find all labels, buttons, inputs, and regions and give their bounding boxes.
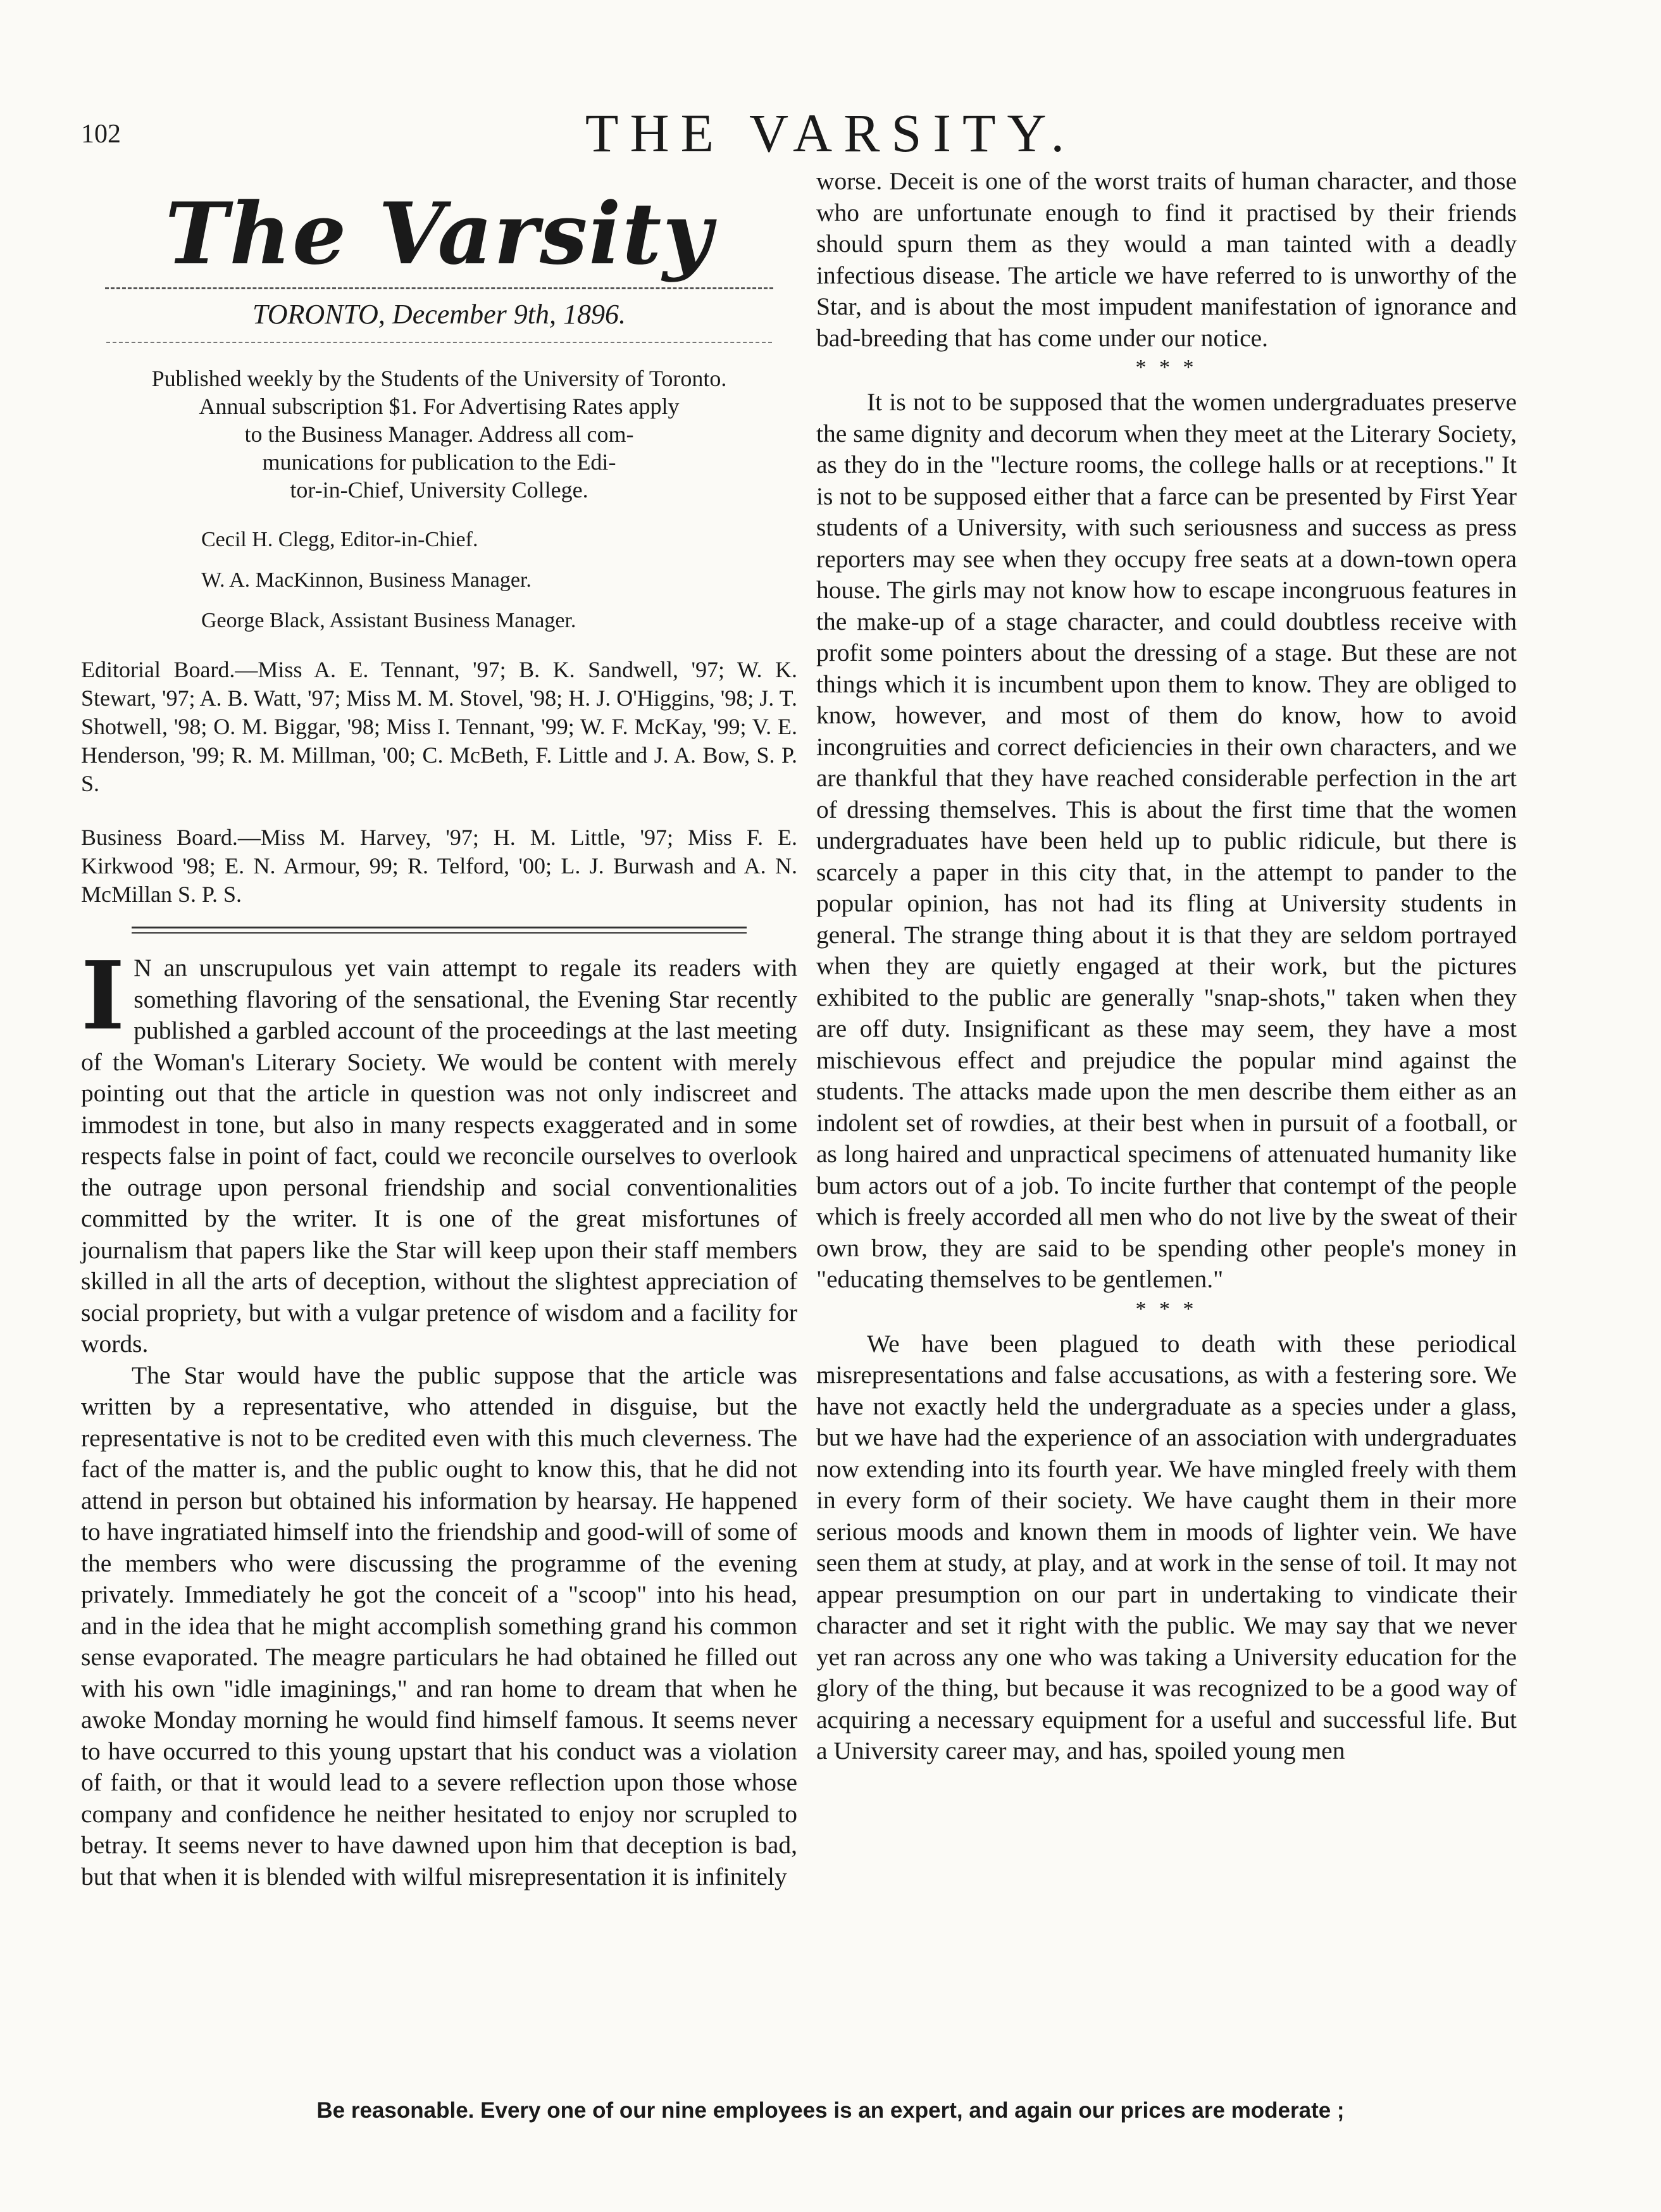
- running-title: THE VARSITY.: [585, 103, 1076, 163]
- asterism: * * *: [1135, 356, 1198, 379]
- dateline-rule: [106, 342, 772, 343]
- article-paragraph: worse. Deceit is one of the worst traits of human character, and those who are unfortunate enough to find it practised by their friends should spurn them as they would a man tainted with a deadly infectious disease. The article we have referred to is unworthy of the Star, and is about the most impudent manifestation of ignorance and bad-breeding that has come under our notice.: [816, 167, 1517, 352]
- imprint-line: Annual subscription $1. For Advertising Rates apply: [199, 394, 680, 419]
- imprint-line: munications for publication to the Edi-: [262, 449, 616, 475]
- masthead-title: The Varsity: [165, 184, 714, 284]
- imprint-line: Published weekly by the Students of the University of Toronto.: [151, 366, 727, 391]
- imprint-line: tor-in-Chief, University College.: [290, 477, 588, 503]
- business-manager: W. A. MacKinnon, Business Manager.: [201, 568, 532, 592]
- article-paragraph: The Star would have the public suppose that the article was written by a representative, who attended in disguise, but the representative is not to be credited even with this much cleverness. The fact of the matter is, and the public ought to know this, that he did not attend in person but obtained his information by hearsay. He happened to have ingratiated himself into the friendship and good-will of some of the members who were discussing the programme of the evening privately. Immediately he got the conceit of a "scoop" into his head, and in the idea that he might accomplish something grand his common sense evaporated. The meagre particulars he had obtained he filled out with his own "idle imaginings," and ran home to dream that when he awoke Monday morning he would find himself famous. It seems never to have occurred to this young upstart that his conduct was a violation of faith, or that it would lead to a severe reflection upon those whose company and confidence he neither hesitated to enjoy nor scrupled to betray. It seems never to have dawned upon him that deception is bad, but that when it is blended with wilful misrepresentation it is infinitely: [81, 1361, 797, 1890]
- assistant-business-manager: George Black, Assistant Business Manager.: [201, 609, 576, 632]
- section-divider: [132, 927, 747, 934]
- asterism: * * *: [1135, 1297, 1198, 1321]
- editor-in-chief: Cecil H. Clegg, Editor-in-Chief.: [201, 528, 478, 551]
- drop-cap: I: [81, 940, 125, 1051]
- article-paragraph-text: N an unscrupulous yet vain attempt to regale its readers with something flavoring of the sensational, the Evening Star recently published a garbled account of the proceedings at the last meeting of the Woman's Literary Society. We would be content with merely pointing out that the article in question was not only indiscreet and immodest in tone, but also in many respects exaggerated and in some respects false in point of fact, could we reconcile ourselves to overlook the outrage upon personal friendship and social conventionalities committed by the writer. It is one of the great misfortunes of journalism that papers like the Star will keep upon their staff members skilled in all the arts of deception, without the slightest appreciation of social propriety, but with a vulgar pretence of wisdom and a facility for words.: [81, 954, 797, 1358]
- article-paragraph: We have been plagued to death with these periodical misrepresentations and false accusations, as with a festering sore. We have not exactly held the undergraduate as a species under a glass, but we have had the experience of an association with undergraduates now extending into its fourth year. We have mingled freely with them in every form of their society. We have caught them in their more serious moods and known them in moods of lighter vein. We have seen them at study, at play, and at work in the sense of toil. It may not appear presumption on our part in undertaking to vindicate their character and set it right with the public. We may say that we never yet ran across any one who was taking a University education for the glory of the thing, but because it was recognized to be a good way of acquiring a necessary equipment for a useful and successful life. But a University career may, and has, spoiled young men: [816, 1329, 1517, 1765]
- dateline: TORONTO, December 9th, 1896.: [252, 299, 626, 330]
- article-paragraph: It is not to be supposed that the women undergraduates preserve the same dignity and decorum when they meet at the Literary Society, as they do in the "lecture rooms, the college halls or at receptions." It is not to be supposed either that a farce can be presented by First Year students of a University, with such seriousness and success as press reporters may see when they occupy free seats at a down-town opera house. The girls may not know how to escape incongruous features in the make-up of a stage character, and could doubtless receive with profit some pointers about the dressing of a stage. But these are not things which it is incumbent upon them to know. They are obliged to know, however, and most of them do know, how to avoid incongruities and correct deficiencies in their own characters, and we are thankful that they have reached considerable perfection in the art of dressing themselves. This is about the first time that the women undergraduates have been held up to public ridicule, but there is scarcely a paper in this city that, in the attempt to pander to the popular opinion, has not had its fling at University students in general. The strange thing about it is that they are seldom portrayed when they are quietly engaged at their work, but the pictures exhibited to the public are generally "snap-shots," taken when they are off duty. Insignificant as these may seem, they have a most mischievous effect and prejudice the popular mind against the students. The attacks made upon the men describe them either as an indolent set of rowdies, at their best when in pursuit of a football, or as long haired and unpractical specimens of attenuated humanity like bum actors out of a job. To incite further that contempt of the people which is freely accorded all men who do not live by the sweat of their own brow, they are said to be spending other people's money in "educating themselves to be gentlemen.": [816, 388, 1517, 1293]
- page-number: 102: [81, 120, 121, 149]
- business-board: Business Board.—Miss M. Harvey, '97; H. M. Little, '97; Miss F. E. Kirkwood '98; E. N. Armour, 99; R. Telford, '00; L. J. Burwash and A. N. McMillan S. P. S.: [81, 825, 797, 907]
- article-paragraph: [81, 940, 797, 1360]
- left-column: [81, 165, 797, 1892]
- right-column: [816, 166, 1517, 1767]
- masthead-rule: [105, 287, 773, 289]
- footer-advert: Be reasonable. Every one of our nine employees is an expert, and again our prices are moderate ;: [316, 2098, 1345, 2123]
- editorial-board: Editorial Board.—Miss A. E. Tennant, '97; B. K. Sandwell, '97; W. K. Stewart, '97; A. B. Watt, '97; Miss M. M. Stovel, '98; H. J. O'Higgins, '98; J. T. Shotwell, '98; O. M. Biggar, '98; Miss I. Tennant, '99; W. F. McKay, '99; V. E. Henderson, '99; R. M. Millman, '00; C. McBeth, F. Little and J. A. Bow, S. P. S.: [81, 657, 797, 796]
- imprint-notice: [81, 365, 797, 504]
- imprint-line: to the Business Manager. Address all com-: [244, 422, 634, 447]
